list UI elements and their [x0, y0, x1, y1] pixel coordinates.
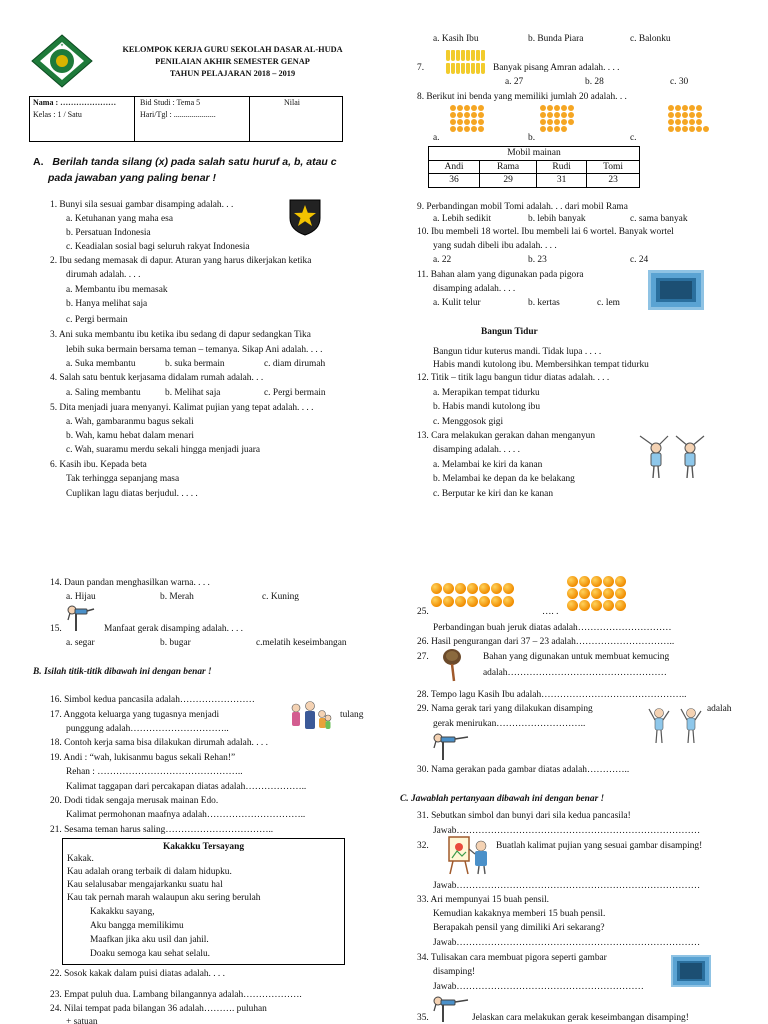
q12-option-b[interactable]: b. Habis mandi kutolong ibu: [433, 402, 541, 412]
question-31: 31. Sebutkan simbol dan bunyi dari sila kedua pancasila!: [417, 811, 631, 821]
poem-kakakku-title: Kakakku Tersayang: [162, 842, 245, 852]
question-24-line2[interactable]: + satuan: [66, 1017, 98, 1024]
q15-option-c[interactable]: c.melatih keseimbangan: [256, 638, 347, 648]
question-13-cont: disamping adalah. . . . .: [433, 445, 520, 455]
question-26[interactable]: 26. Hasil pengurangan dari 37 – 23 adalah…………………………..: [417, 637, 675, 647]
question-25[interactable]: Perbandingan buah jeruk diatas adalah…………………………: [433, 623, 672, 633]
question-18[interactable]: 18. Contoh kerja sama bisa dilakukan dirumah adalah. . . .: [50, 738, 268, 748]
toy-table-value: 36: [429, 174, 480, 188]
question-29-tail: adalah: [707, 704, 732, 714]
eggshell-frame-image: [648, 270, 704, 310]
question-21[interactable]: 21. Sesama teman harus saling……………………………..: [50, 825, 274, 835]
q8-option-a[interactable]: a.: [433, 133, 440, 143]
section-b-title: B. Isilah titik-titik dibawah ini dengan benar !: [33, 667, 212, 677]
q6-option-b[interactable]: b. Bunda Piara: [528, 34, 584, 44]
kelas-field: Kelas : 1 / Satu: [33, 110, 82, 119]
section-c-title: C. Jawablah pertanyaan dibawah ini dengan benar !: [400, 794, 605, 804]
q14-option-a[interactable]: a. Hijau: [66, 592, 96, 602]
imitation-dance-image: [647, 703, 703, 749]
question-32-number: 32.: [417, 841, 429, 851]
question-12: 12. Titik – titik lagu bangun tidur diatas adalah. . . .: [417, 373, 610, 383]
question-34: 34. Tulisakan cara membuat pigora seperti gambar: [417, 953, 607, 963]
q3-option-b[interactable]: b. suka bermain: [165, 359, 225, 369]
question-31-answer[interactable]: Jawab……………………………………………………………………: [433, 826, 701, 836]
q4-option-c[interactable]: c. Pergi bermain: [264, 388, 326, 398]
q9-option-b[interactable]: b. lebih banyak: [528, 214, 586, 224]
q3-option-a[interactable]: a. Suka membantu: [66, 359, 136, 369]
q15-option-b[interactable]: b. bugar: [160, 638, 191, 648]
header-title-line3: TAHUN PELAJARAN 2018 – 2019: [169, 69, 296, 79]
feather-duster-image: [440, 648, 464, 682]
pancasila-star-shield-icon: [288, 198, 322, 236]
question-10: 10. Ibu membeli 18 wortel. Ibu membeli lai 6 wortel. Banyak wortel: [417, 227, 674, 237]
q13-option-a[interactable]: a. Melambai ke kiri da kanan: [433, 460, 543, 470]
q8-fruit-group-c: [668, 105, 710, 132]
orange-group-left: [431, 583, 541, 607]
balance-pose-image-2: [432, 732, 470, 762]
question-35-number: 35.: [417, 1013, 429, 1023]
question-29-cont[interactable]: gerak menirukan………………………..: [433, 719, 586, 729]
section-a-title-line2: pada jawaban yang paling benar !: [48, 171, 217, 184]
painting-child-image: [447, 834, 493, 876]
q6-option-c[interactable]: c. Balonku: [630, 34, 671, 44]
question-34-answer[interactable]: Jawab……………………………………………………: [433, 982, 644, 992]
question-9: 9. Perbandingan mobil Tomi adalah. . . dari mobil Rama: [417, 202, 628, 212]
header-title-line2: PENILAIAN AKHIR SEMESTER GENAP: [155, 57, 310, 67]
q7-option-c[interactable]: c. 30: [670, 77, 689, 87]
question-33-answer[interactable]: Jawab……………………………………………………………………: [433, 938, 701, 948]
q9-option-c[interactable]: c. sama banyak: [630, 214, 688, 224]
q15-option-a[interactable]: a. segar: [66, 638, 95, 648]
q10-option-b[interactable]: b. 23: [528, 255, 547, 265]
toy-table-name: Rama: [480, 160, 537, 174]
question-20: 20. Dodi tidak sengaja merusak mainan Edo.: [50, 796, 219, 806]
question-22[interactable]: 22. Sosok kakak dalam puisi diatas adalah. . . .: [50, 969, 225, 979]
q8-option-c[interactable]: c.: [630, 133, 637, 143]
q11-option-b[interactable]: b. kertas: [528, 298, 560, 308]
toy-car-table: [428, 146, 640, 188]
header-title-line1: KELOMPOK KERJA GURU SEKOLAH DASAR AL-HUDA: [122, 45, 343, 54]
nama-field[interactable]: Nama : …………………: [33, 98, 117, 107]
question-33-line2: Kemudian kakaknya memberi 15 buah pensil.: [433, 909, 606, 919]
orange-group-right: [567, 576, 631, 611]
question-6: 6. Kasih ibu. Kepada beta: [50, 460, 147, 470]
question-33-line3: Berapakah pensil yang dimiliki Ari sekarang?: [433, 923, 605, 933]
poem-line: Kakak.: [67, 854, 94, 864]
q9-option-a[interactable]: a. Lebih sedikit: [433, 214, 492, 224]
question-17: 17. Anggota keluarga yang tugasnya menjadi: [50, 710, 220, 720]
question-15: Manfaat gerak disamping adalah. . . .: [104, 624, 244, 634]
q4-option-a[interactable]: a. Saling membantu: [66, 388, 141, 398]
bidstudi-field: Bid Studi : Tema 5: [140, 98, 201, 107]
q10-option-c[interactable]: c. 24: [630, 255, 649, 265]
q1-option-b[interactable]: b. Persatuan Indonesia: [66, 228, 151, 238]
q10-option-a[interactable]: a. 22: [433, 255, 452, 265]
poem-bangun-tidur-line2: Habis mandi kutolong ibu. Membersihkan tempat tidurku: [433, 360, 649, 370]
q5-option-c[interactable]: c. Wah, suaramu merdu sekali hingga menjadi juara: [66, 445, 261, 455]
q13-option-c[interactable]: c. Berputar ke kiri dan ke kanan: [433, 489, 554, 499]
poem-kakakku-box: [62, 838, 345, 965]
q7-option-b[interactable]: b. 28: [585, 77, 604, 87]
q2-option-b[interactable]: b. Hanya melihat saja: [66, 299, 148, 309]
banana-bunch-image: [446, 50, 488, 78]
question-32-answer[interactable]: Jawab……………………………………………………………………: [433, 881, 701, 891]
q11-option-a[interactable]: a. Kulit telur: [433, 298, 481, 308]
question-6-line2: Tak terhingga sepanjang masa: [66, 474, 180, 484]
q2-option-c[interactable]: c. Pergi bermain: [66, 315, 128, 325]
question-34-line2: disamping!: [433, 967, 476, 977]
q14-option-b[interactable]: b. Merah: [160, 592, 194, 602]
q11-option-c[interactable]: c. lem: [597, 298, 620, 308]
toy-table-value: 29: [480, 174, 537, 188]
question-35: Jelaskan cara melakukan gerak keseimbangan disamping!: [472, 1013, 689, 1023]
poem-line: Kau selalusabar mengajarkanku suatu hal: [67, 880, 223, 890]
q1-option-a[interactable]: a. Ketuhanan yang maha esa: [66, 214, 173, 224]
q12-option-a[interactable]: a. Merapikan tempat tidurku: [433, 388, 540, 398]
header-title-block: [100, 44, 365, 80]
poem-bangun-tidur-title: Bangun Tidur: [481, 327, 538, 337]
q4-option-b[interactable]: b. Melihat saja: [165, 388, 221, 398]
student-id-box: [29, 96, 343, 142]
question-8: 8. Berikut ini benda yang memiliki jumlah 20 adalah. . .: [417, 92, 627, 102]
q2-option-a[interactable]: a. Membantu ibu memasak: [66, 285, 168, 295]
question-23[interactable]: 23. Empat puluh dua. Lambang bilangannya adalah……………….: [50, 990, 302, 1000]
poem-line: Kau tak pernah marah walaupun aku sering berulah: [67, 893, 261, 903]
question-29: 29. Nama gerak tari yang dilakukan disamping: [417, 704, 593, 714]
family-image: [288, 700, 332, 736]
balance-pose-image-3: [432, 995, 470, 1023]
school-logo-icon: [30, 34, 94, 88]
section-a-title: [33, 155, 337, 187]
question-14: 14. Daun pandan menghasilkan warna. . . .: [50, 578, 210, 588]
q6-option-a[interactable]: a. Kasih Ibu: [433, 34, 479, 44]
section-a-title-line1: Berilah tanda silang (x) pada salah satu huruf a, b, atau c: [52, 156, 337, 168]
poem-line: Kau adalah orang terbaik di dalam hidupku.: [67, 867, 232, 877]
question-7: Banyak pisang Amran adalah. . . .: [493, 63, 620, 73]
toy-table-name: Tomi: [587, 160, 640, 174]
q3-option-c[interactable]: c. diam dirumah: [264, 359, 326, 369]
nilai-field: Nilai: [284, 98, 300, 107]
q8-fruit-group-b: [540, 105, 582, 132]
question-6-line3: Cuplikan lagu diatas berjudul. . . . .: [66, 489, 198, 499]
question-20-line2[interactable]: Kalimat permohonan maafnya adalah…………………………..: [66, 810, 306, 820]
q5-option-b[interactable]: b. Wah, kamu hebat dalam menari: [66, 431, 194, 441]
question-24[interactable]: 24. Nilai tempat pada bilangan 36 adalah………. puluhan: [50, 1004, 267, 1014]
balance-pose-image: [66, 604, 96, 634]
q12-option-c[interactable]: c. Menggosok gigi: [433, 417, 504, 427]
question-32: Buatlah kalimat pujian yang sesuai gambar disamping!: [496, 841, 703, 851]
question-11: 11. Bahan alam yang digunakan pada pigora: [417, 270, 584, 280]
swaying-branch-kids-image: [638, 432, 708, 484]
poem-line: Doaku semoga kau sehat selalu.: [90, 949, 211, 959]
question-17-cont[interactable]: punggung adalah…………………………..: [66, 724, 229, 734]
q8-option-b[interactable]: b.: [528, 133, 536, 143]
poem-line: Kakakku sayang,: [90, 907, 155, 917]
toy-table-title: Mobil mainan: [429, 147, 640, 161]
question-1: 1. Bunyi sila sesuai gambar disamping adalah. . .: [50, 200, 234, 210]
school-logo: [30, 34, 94, 88]
poem-bangun-tidur-line1: Bangun tidur kuterus mandi. Tidak lupa . . . .: [433, 347, 602, 357]
question-3: 3. Ani suka membantu ibu ketika ibu sedang di dapur sedangkan Tika: [50, 330, 311, 340]
q13-option-b[interactable]: b. Melambai ke depan da ke belakang: [433, 474, 575, 484]
question-19-line2[interactable]: Rehan : ………………………………………..: [66, 767, 243, 777]
q1-option-c[interactable]: c. Keadialan sosial bagi seluruh rakyat Indonesia: [66, 242, 250, 252]
question-27: Bahan yang digunakan untuk membuat kemucing: [483, 652, 670, 662]
question-33: 33. Ari mempunyai 15 buah pensil.: [417, 895, 550, 905]
poem-line: Aku bangga memilikimu: [90, 921, 184, 931]
question-19: 19. Andi : “wah, lukisanmu bagus sekali Rehan!”: [50, 753, 236, 763]
question-16[interactable]: 16. Simbol kedua pancasila adalah……………………: [50, 695, 255, 705]
question-13: 13. Cara melakukan gerakan dahan menganyun: [417, 431, 596, 441]
question-2-cont: dirumah adalah. . . .: [66, 270, 141, 280]
haritgl-field[interactable]: Hari/Tgl : .....................: [140, 110, 216, 119]
toy-table-value: 23: [587, 174, 640, 188]
question-27-cont[interactable]: adalah……………………………………………: [483, 668, 667, 678]
toy-table-name: Rudi: [537, 160, 587, 174]
svg-text:✦: ✦: [60, 43, 64, 49]
question-7-number: 7.: [417, 63, 425, 73]
question-19-line3[interactable]: Kalimat taggapan dari percakapan diatas adalah………………..: [66, 782, 307, 792]
q5-option-a[interactable]: a. Wah, gambaranmu bagus sekali: [66, 417, 194, 427]
question-10-cont: yang sudah dibeli ibu adalah. . . .: [433, 241, 557, 251]
question-25-number: 25.: [417, 607, 429, 617]
question-27-number: 27.: [417, 652, 429, 662]
toy-table-value: 31: [537, 174, 587, 188]
question-11-cont: disamping adalah. . . .: [433, 284, 516, 294]
q8-fruit-group-a: [450, 105, 492, 132]
question-17-tail: tulang: [340, 710, 364, 720]
q7-option-a[interactable]: a. 27: [505, 77, 524, 87]
question-2: 2. Ibu sedang memasak di dapur. Aturan yang harus dikerjakan ketika: [50, 256, 312, 266]
question-25-compare-dots[interactable]: …. .: [542, 607, 559, 617]
q14-option-c[interactable]: c. Kuning: [262, 592, 299, 602]
section-a-label: A.: [33, 156, 44, 168]
question-4: 4. Salah satu bentuk kerjasama didalam rumah adalah. . .: [50, 373, 264, 383]
question-3-cont: lebih suka bermain bersama teman – temanya. Sikap Ani adalah. . . .: [66, 345, 323, 355]
question-15-number: 15.: [50, 624, 62, 634]
eggshell-frame-image-2: [671, 955, 711, 987]
toy-table-name: Andi: [429, 160, 480, 174]
question-30[interactable]: 30. Nama gerakan pada gambar diatas adalah…………..: [417, 765, 630, 775]
question-5: 5. Dita menjadi juara menyanyi. Kalimat pujian yang tepat adalah. . . .: [50, 403, 314, 413]
poem-line: Maafkan jika aku usil dan jahil.: [90, 935, 209, 945]
question-28[interactable]: 28. Tempo lagu Kasih Ibu adalah………………………………………..: [417, 690, 687, 700]
